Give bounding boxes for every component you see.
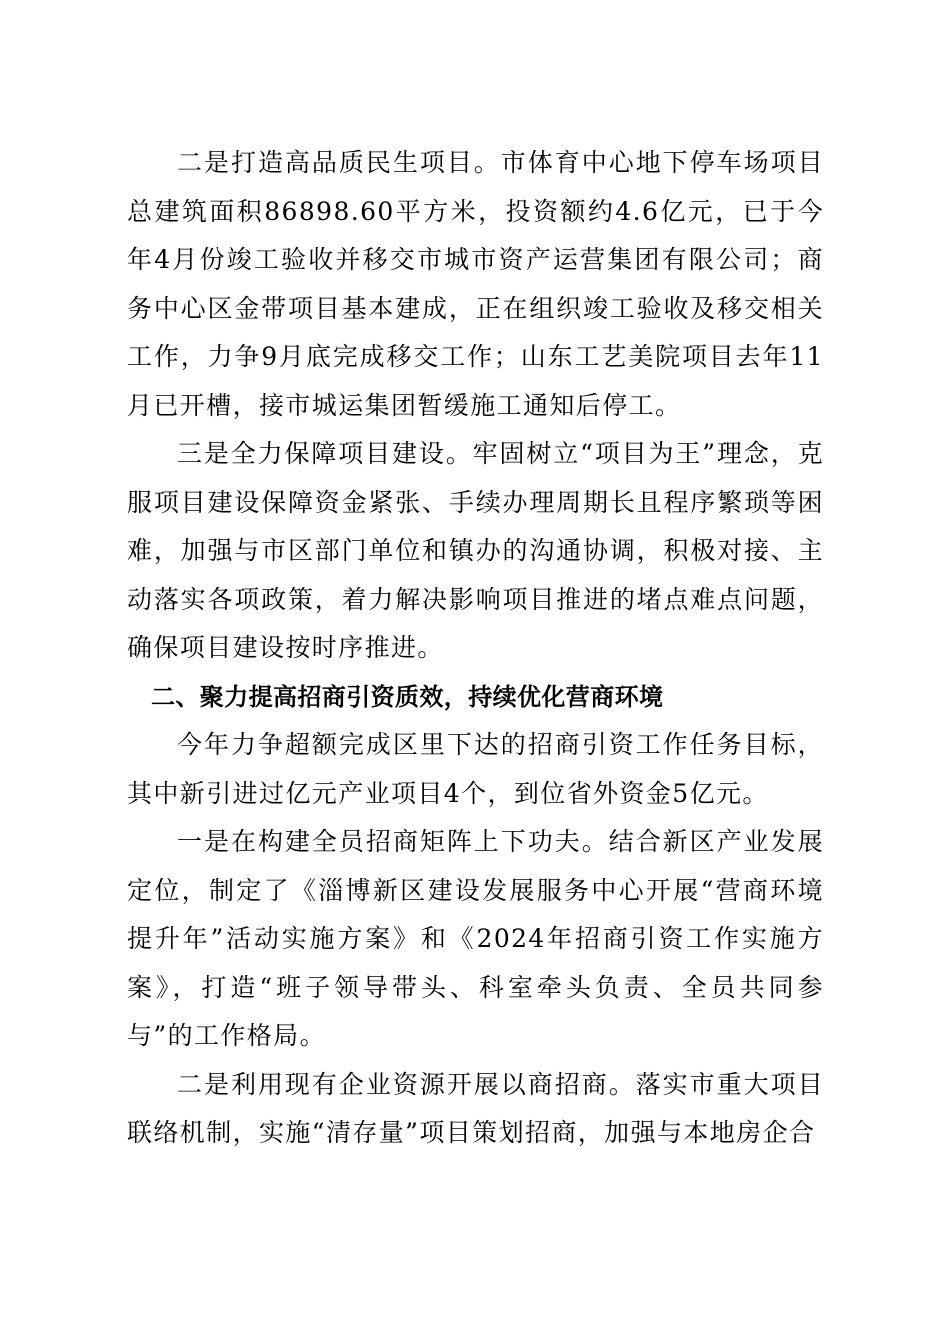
document-page bbox=[127, 139, 824, 1158]
paragraph-all-staff-investment: 一是在构建全员招商矩阵上下功夫。结合新区产业发展定位，制定了《淄博新区建设发展服务中心开展“营商环境提升年”活动实施方案》和《2024年招商引资工作实施方案》，打造“班子领导带头、科室牵头负责、全员共同参与”的工作格局。 bbox=[127, 827, 824, 1050]
paragraph-investment-targets: 今年力争超额完成区里下达的招商引资工作任务目标，其中新引进过亿元产业项目4个，到位省外资金5亿元。 bbox=[127, 730, 824, 808]
section-heading-investment: 二、聚力提高招商引资质效，持续优化营商环境 bbox=[151, 682, 664, 711]
paragraph-business-attraction: 二是利用现有企业资源开展以商招商。落实市重大项目联络机制，实施“清存量”项目策划招商，加强与本地房企合 bbox=[127, 1069, 824, 1147]
paragraph-livelihood-projects: 二是打造高品质民生项目。市体育中心地下停车场项目总建筑面积86898.60平方米，投资额约4.6亿元，已于今年4月份竣工验收并移交市城市资产运营集团有限公司；商务中心区金带项目基本建成，正在组织竣工验收及移交相关工作，力争9月底完成移交工作；山东工艺美院项目去年11月已开槽，接市城运集团暂缓施工通知后停工。 bbox=[127, 148, 824, 420]
paragraph-project-guarantee: 三是全力保障项目建设。牢固树立“项目为王”理念，克服项目建设保障资金紧张、手续办理周期长且程序繁琐等困难，加强与市区部门单位和镇办的沟通协调，积极对接、主动落实各项政策，着力解决影响项目推进的堵点难点问题，确保项目建设按时序推进。 bbox=[127, 439, 824, 662]
